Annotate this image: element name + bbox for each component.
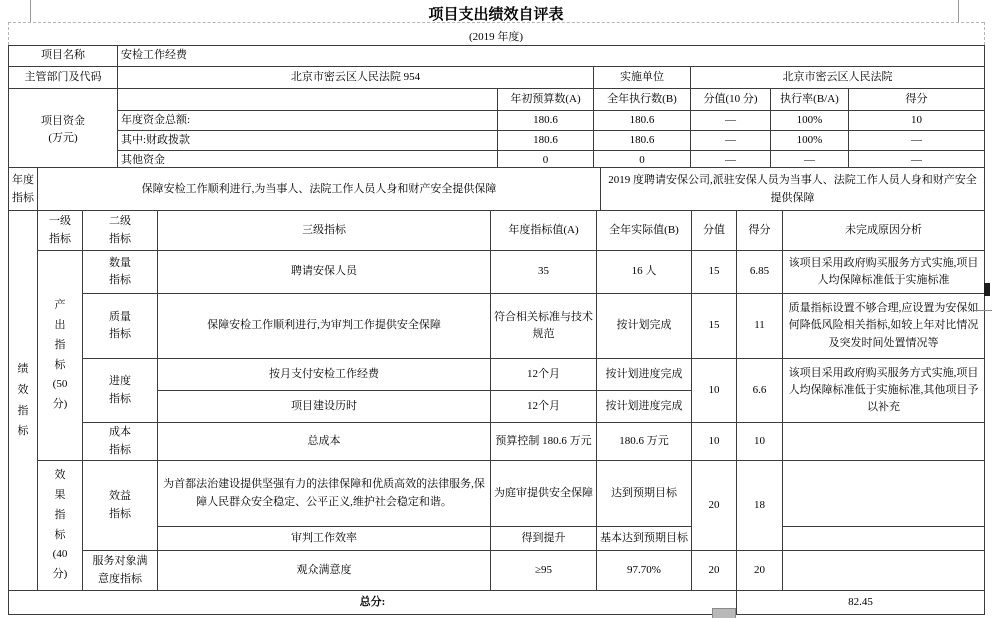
effect-group-label: 效果指标(40分) [38,461,83,591]
funds-header-row [9,89,985,111]
benefit-indicator-row-1 [9,461,985,527]
header-level1: 一级指标 [38,211,83,251]
quality-indicator-row [9,294,985,359]
funds-executed: 0 [594,151,691,171]
satisfaction-score: 20 [737,551,783,591]
progress-target-1: 12个月 [491,359,597,391]
project-name-label: 项目名称 [9,46,118,67]
performance-indicators-table [8,210,985,615]
funds-row-fiscal [9,131,985,151]
benefit-actual-1: 达到预期目标 [597,461,692,527]
quality-indicator: 保障安检工作顺利进行,为审判工作提供安全保障 [158,294,491,359]
funds-value: — [691,111,771,131]
benefit-actual-2: 基本达到预期目标 [597,527,692,551]
funds-budget: 0 [498,151,594,171]
progress-target-2: 12个月 [491,391,597,423]
cost-indicator: 总成本 [158,423,491,461]
quality-target: 符合相关标准与技术规范 [491,294,597,359]
funds-rate: 100% [771,111,849,131]
header-analysis: 未完成原因分析 [783,211,985,251]
header-value: 分值 [692,211,737,251]
annual-indicator-actual: 2019 度聘请安保公司,派驻安保人员为当事人、法院工作人员人身和财产安全提供保障 [601,168,985,212]
benefit-target-1: 为庭审提供安全保障 [491,461,597,527]
page-subtitle: (2019 年度) [468,31,524,43]
benefit-label: 效益指标 [83,461,158,551]
unit-value: 北京市密云区人民法院 [691,67,985,89]
quantity-label: 数量指标 [83,251,158,294]
progress-actual-2: 按计划进度完成 [597,391,692,423]
benefit-indicator-1: 为首都法治建设提供坚强有力的法律保障和优质高效的法律服务,保障人民群众安全稳定、公平正义,维护社会稳定和谐。 [158,461,491,527]
quantity-actual: 16 人 [597,251,692,294]
benefit-analysis-2 [783,527,985,551]
cost-indicator-row [9,423,985,461]
benefit-value: 20 [692,461,737,551]
funds-rate: 100% [771,131,849,151]
page-title: 项目支出绩效自评表 [428,6,564,23]
funds-rate: — [771,151,849,171]
quantity-value: 15 [692,251,737,294]
satisfaction-analysis [783,551,985,591]
project-name-row [9,46,985,67]
benefit-score: 18 [737,461,783,551]
title-cell-left-border [30,0,31,22]
progress-analysis: 该项目采用政府购买服务方式实施,项目人均保障标准低于实施标准,其他项目予以补充 [783,359,985,423]
total-score: 82.45 [737,591,985,615]
annual-indicator-label: 年度指标 [9,168,38,212]
funds-header-rate: 执行率(B/A) [771,89,849,111]
cost-actual: 180.6 万元 [597,423,692,461]
funds-budget: 180.6 [498,111,594,131]
quantity-indicator: 聘请安保人员 [158,251,491,294]
funds-score: — [849,131,985,151]
funds-value: — [691,151,771,171]
annual-indicator-row [9,168,985,212]
funds-header-value: 分值(10 分) [691,89,771,111]
funds-header-budget: 年初预算数(A) [498,89,594,111]
department-row [9,67,985,89]
header-score: 得分 [737,211,783,251]
benefit-target-2: 得到提升 [491,527,597,551]
funds-executed: 180.6 [594,111,691,131]
benefit-indicator-2: 审判工作效率 [158,527,491,551]
satisfaction-target: ≥95 [491,551,597,591]
quantity-score: 6.85 [737,251,783,294]
output-group-label: 产出指标(50分) [38,251,83,461]
department-value: 北京市密云区人民法院 954 [118,67,594,89]
satisfaction-label: 服务对象满意度指标 [83,551,158,591]
satisfaction-indicator: 观众满意度 [158,551,491,591]
funds-section-label: 项目资金(万元) [9,89,118,171]
cost-target: 预算控制 180.6 万元 [491,423,597,461]
annual-indicator-table [8,167,985,212]
performance-section-label: 绩效指标 [9,211,38,591]
quantity-indicator-row [9,251,985,294]
funds-value: — [691,131,771,151]
unit-label: 实施单位 [594,67,691,89]
header-level3: 三级指标 [158,211,491,251]
progress-label: 进度指标 [83,359,158,423]
project-name-value: 安检工作经费 [118,46,985,67]
gridline-left [8,22,9,45]
project-info-table [8,45,985,171]
gridline-top [8,22,984,23]
progress-indicator-2: 项目建设历时 [158,391,491,423]
cost-analysis [783,423,985,461]
satisfaction-value: 20 [692,551,737,591]
satisfaction-indicator-row [9,551,985,591]
header-actual: 全年实际值(B) [597,211,692,251]
header-level2: 二级指标 [83,211,158,251]
funds-executed: 180.6 [594,131,691,151]
bottom-page-handle [712,608,736,618]
benefit-analysis-1 [783,461,985,527]
funds-header-executed: 全年执行数(B) [594,89,691,111]
funds-row-label: 其他资金 [118,151,498,171]
progress-indicator-1: 按月支付安检工作经费 [158,359,491,391]
funds-header-score: 得分 [849,89,985,111]
funds-row-label: 年度资金总额: [118,111,498,131]
header-target: 年度指标值(A) [491,211,597,251]
quality-score: 11 [737,294,783,359]
quantity-analysis: 该项目采用政府购买服务方式实施,项目人均保障标准低于实施标准 [783,251,985,294]
quality-analysis: 质量指标设置不够合理,应设置为安保如何降低风险相关指标,如较上年对比情况及突发时间处置情况等 [783,294,985,359]
title-cell-right-border [958,0,959,22]
progress-score: 6.6 [737,359,783,423]
quantity-target: 35 [491,251,597,294]
funds-budget: 180.6 [498,131,594,151]
satisfaction-actual: 97.70% [597,551,692,591]
funds-score: 10 [849,111,985,131]
annual-indicator-target: 保障安检工作顺利进行,为当事人、法院工作人员人身和财产安全提供保障 [38,168,601,212]
funds-empty-cell [118,89,498,111]
total-label: 总分: [9,591,737,615]
quality-label: 质量指标 [83,294,158,359]
right-edge-marker [984,283,990,296]
cost-score: 10 [737,423,783,461]
funds-row-total [9,111,985,131]
quality-actual: 按计划完成 [597,294,692,359]
funds-score: — [849,151,985,171]
indicator-header-row [9,211,985,251]
right-edge-line [974,310,992,311]
progress-value: 10 [692,359,737,423]
progress-actual-1: 按计划进度完成 [597,359,692,391]
funds-row-label: 其中:财政拨款 [118,131,498,151]
department-label: 主管部门及代码 [9,67,118,89]
cost-label: 成本指标 [83,423,158,461]
total-score-row [9,591,985,615]
quality-value: 15 [692,294,737,359]
gridline-right [984,22,985,45]
cost-value: 10 [692,423,737,461]
progress-indicator-row-1 [9,359,985,391]
